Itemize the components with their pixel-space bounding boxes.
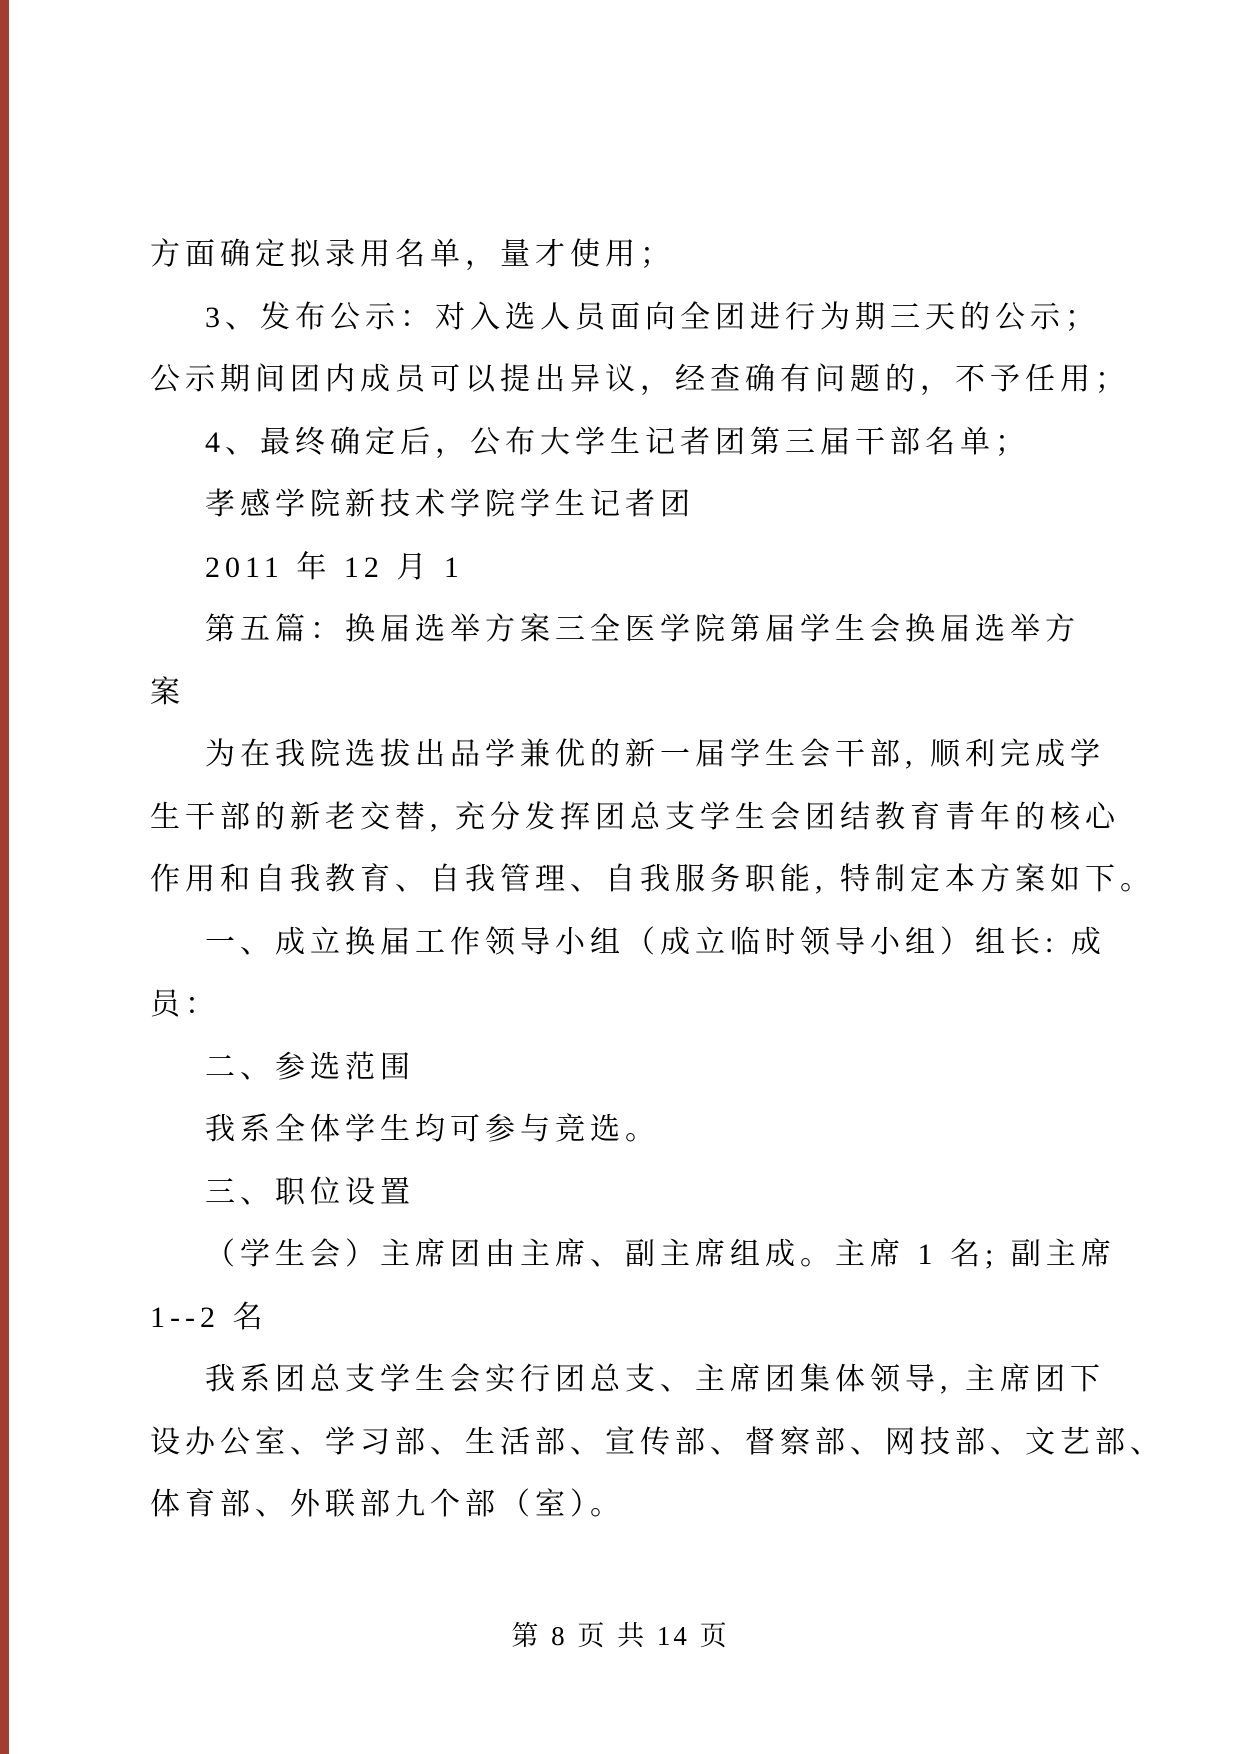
page-edge-strip <box>0 0 9 1754</box>
text-line: 员： <box>150 988 220 1021</box>
text-line: 1--2 名 <box>150 1300 268 1334</box>
text-line: 三、职位设置 <box>205 1175 415 1209</box>
text-line: 4、最终确定后，公布大学生记者团第三届干部名单； <box>205 425 1030 459</box>
page-footer <box>0 1614 1241 1653</box>
text-line: 为在我院选拔出品学兼优的新一届学生会干部, 顺利完成学 <box>205 738 1105 771</box>
text-line: 孝感学院新技术学院学生记者团 <box>205 488 695 521</box>
text-line: 生干部的新老交替, 充分发挥团总支学生会团结教育青年的核心 <box>150 800 1120 834</box>
text-line: 公示期间团内成员可以提出异议，经查确有问题的，不予任用； <box>150 363 1130 396</box>
text-line: 方面确定拟录用名单，量才使用； <box>150 238 675 271</box>
page-number-label: 第 8 页 共 14 页 <box>511 1621 730 1651</box>
document-body <box>150 224 1165 1537</box>
text-line: 案 <box>150 675 185 709</box>
text-line: （学生会）主席团由主席、副主席组成。主席 1 名; 副主席 <box>205 1238 1116 1271</box>
text-line: 3、发布公示：对入选人员面向全团进行为期三天的公示； <box>205 300 1100 334</box>
text-line: 体育部、外联部九个部（室）。 <box>150 1488 625 1521</box>
text-line: 二、参选范围 <box>205 1050 415 1084</box>
text-line: 2011 年 12 月 1 <box>205 550 464 584</box>
text-line: 设办公室、学习部、生活部、宣传部、督察部、网技部、文艺部、 <box>150 1425 1165 1459</box>
text-line: 我系全体学生均可参与竞选。 <box>205 1113 660 1146</box>
text-line: 一、成立换届工作领导小组（成立临时领导小组）组长: 成 <box>205 925 1106 959</box>
text-line: 我系团总支学生会实行团总支、主席团集体领导, 主席团下 <box>205 1363 1105 1396</box>
text-line: 作用和自我教育、自我管理、自我服务职能, 特制定本方案如下。 <box>150 863 1155 896</box>
text-line: 第五篇：换届选举方案三全医学院第届学生会换届选举方 <box>205 613 1080 646</box>
